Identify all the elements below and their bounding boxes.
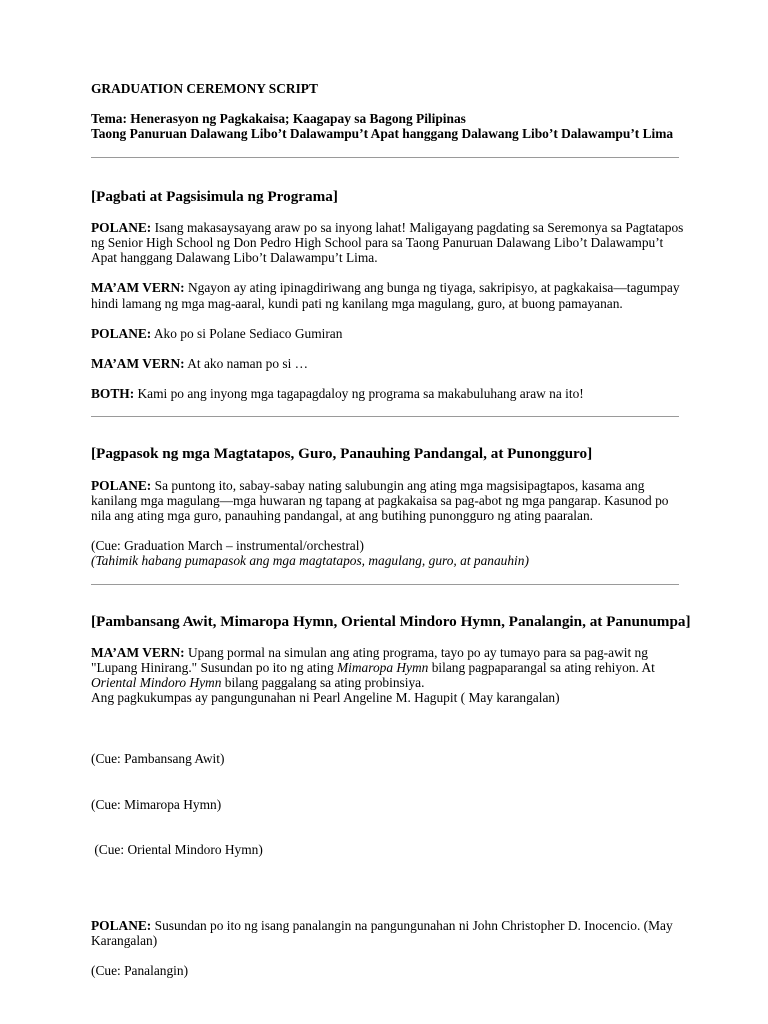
- cue-line: (Cue: Mimaropa Hymn): [91, 796, 222, 812]
- speaker-label: BOTH:: [91, 386, 135, 402]
- cue-line: (Cue: Panalangin): [91, 963, 189, 979]
- theme-line: Tema: Henerasyon ng Pagkakaisa; Kaagapay sa Bagong Pilipinas: [91, 111, 466, 127]
- dialogue-block: [91, 478, 691, 524]
- dialogue-text: Ngayon ay ating ipinagdiriwang ang bunga ng tiyaga, sakripisyo, at pagkakaisa—tagumpay hindi lamang ng mga mag-aaral, kundi pati ng kanilang mga magulang, guro, at buong pamayanan.: [91, 280, 680, 311]
- dialogue-block: [91, 356, 691, 371]
- dialogue-block: [91, 326, 691, 341]
- dialogue-text: Kami po ang inyong mga tagapagdaloy ng programa sa makabuluhang araw na ito!: [137, 386, 584, 402]
- section-anthems: [91, 613, 691, 979]
- dialogue-block: [91, 386, 691, 401]
- dialogue-text: Ang pagkukumpas ay pangungunahan ni Pearl Angeline M. Hagupit ( May karangalan): [91, 690, 560, 706]
- speaker-label: MA’AM VERN:: [91, 280, 185, 296]
- cue-line: (Cue: Pambansang Awit): [91, 751, 225, 767]
- section-divider: [91, 157, 679, 158]
- dialogue-text: Sa puntong ito, sabay-sabay nating salubungin ang ating mga magsisipagtapos, kasama ang kanilang mga magulang—mga huwaran ng tapang at pagkakaisa sa pag-abot ng mga pangarap. Kasunod po nila ang ating mga guro, panauhing pandangal, at ang butihing punongguro ng ating paaralan.: [91, 477, 669, 524]
- section-heading: [Pagbati at Pagsisimula ng Programa]: [91, 187, 338, 205]
- speaker-label: POLANE:: [91, 477, 152, 493]
- section-heading: [Pambansang Awit, Mimaropa Hymn, Oriental Mindoro Hymn, Panalangin, at Panunumpa]: [91, 612, 691, 630]
- dialogue-block: [91, 280, 691, 310]
- dialogue-text: Ako po si Polane Sediaco Gumiran: [153, 325, 343, 341]
- dialogue-text: Susundan po ito ng isang panalangin na pangungunahan ni John Christopher D. Inocencio. (May Karangalan): [91, 917, 673, 949]
- dialogue-text: At ako naman po si …: [187, 356, 309, 372]
- cue-line: (Cue: Oriental Mindoro Hymn): [91, 842, 263, 858]
- section-divider: [91, 584, 679, 585]
- dialogue-block: [91, 220, 691, 266]
- cue-block: [91, 721, 691, 888]
- section-divider: [91, 416, 679, 417]
- speaker-label: MA’AM VERN:: [91, 356, 185, 372]
- dialogue-text: Isang makasaysayang araw po sa inyong lahat! Maligayang pagdating sa Seremonya sa Pagtatapos ng Senior High School ng Don Pedro High School para sa Taong Panuruan Dalawang Libo’t Dalawampu’t Apat hanggang Dalawang Libo’t Dalawampu’t Lima.: [91, 219, 684, 266]
- stage-direction: (Tahimik habang pumapasok ang mga magtatapos, magulang, guro, at panauhin): [91, 553, 529, 569]
- hymn-title: Oriental Mindoro Hymn: [91, 675, 222, 691]
- theme-block: [91, 111, 691, 141]
- section-heading: [Pagpasok ng mga Magtatapos, Guro, Panauhing Pandangal, at Punongguro]: [91, 445, 593, 463]
- section-processional: [91, 445, 691, 568]
- dialogue-text: bilang paggalang sa ating probinsiya.: [221, 675, 425, 691]
- hymn-title: Mimaropa Hymn: [337, 660, 429, 676]
- document-title: GRADUATION CEREMONY SCRIPT: [91, 81, 318, 96]
- dialogue-text: Upang pormal na simulan ang ating programa, tayo po ay tumayo para sa pag-awit ng "Lupang Hinirang." Susundan po ito ng ating: [91, 644, 648, 676]
- school-year-line: Taong Panuruan Dalawang Libo’t Dalawampu’t Apat hanggang Dalawang Libo’t Dalawampu’t Lima: [91, 126, 674, 142]
- dialogue-text: bilang pagpaparangal sa ating rehiyon. At: [428, 660, 655, 676]
- dialogue-paragraph: [91, 645, 691, 691]
- speaker-label: POLANE:: [91, 917, 152, 933]
- speaker-label: POLANE:: [91, 219, 152, 235]
- dialogue-block: [91, 645, 691, 706]
- cue-line: (Cue: Graduation March – instrumental/orchestral): [91, 538, 364, 554]
- dialogue-block: [91, 918, 691, 948]
- document-content: [91, 81, 691, 979]
- section-greeting: [91, 188, 691, 402]
- speaker-label: POLANE:: [91, 325, 152, 341]
- speaker-label: MA’AM VERN:: [91, 644, 185, 660]
- cue-block: [91, 538, 691, 568]
